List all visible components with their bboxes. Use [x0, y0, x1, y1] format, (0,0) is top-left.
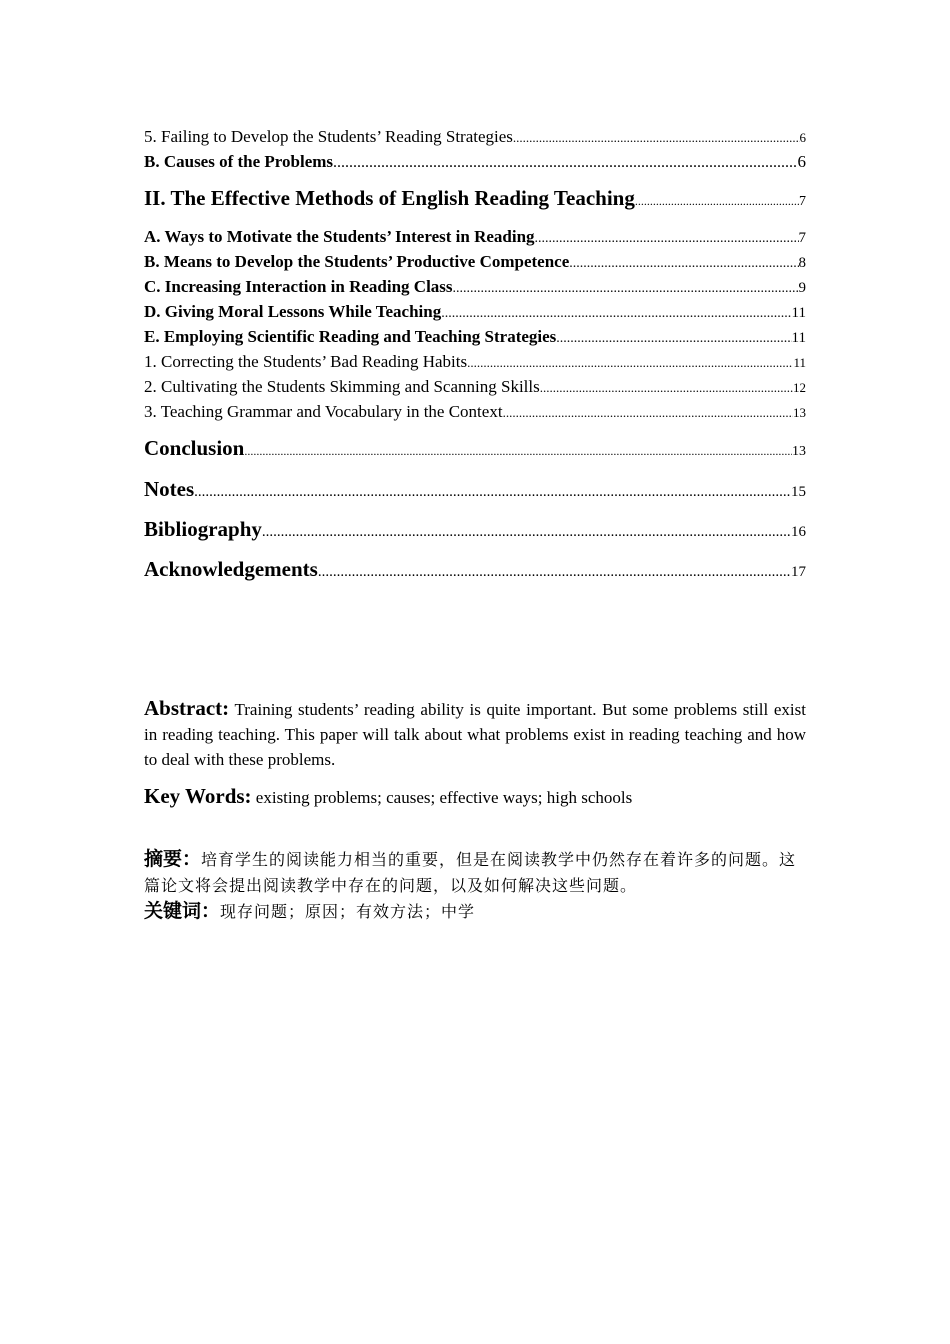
abstract-cn-paragraph	[144, 846, 806, 899]
keywords-label: Key Words:	[144, 784, 252, 808]
keywords-text: existing problems; causes; effective ways; high schools	[251, 788, 633, 807]
toc-title: II. The Effective Methods of English Reading Teaching	[144, 186, 635, 210]
toc-item-b-causes	[144, 149, 806, 174]
toc-notes	[144, 475, 806, 506]
toc-title: Bibliography	[144, 517, 262, 541]
toc-leader	[441, 301, 791, 326]
toc-item-e1	[144, 349, 806, 374]
toc-leader	[262, 518, 791, 546]
toc-leader	[535, 226, 799, 251]
toc-leader	[503, 400, 793, 425]
toc-title: 1. Correcting the Students’ Bad Reading Habits	[144, 352, 468, 371]
toc-title: B. Causes of the Problems	[144, 152, 334, 171]
toc-section-2	[144, 184, 806, 216]
toc-page: 16	[791, 524, 806, 540]
toc-title: Acknowledgements	[144, 557, 318, 581]
keywords-cn-paragraph	[144, 898, 806, 925]
toc-page: 17	[791, 564, 806, 580]
toc-page: 13	[793, 405, 806, 420]
toc-leader	[635, 187, 799, 215]
toc-title: Notes	[144, 477, 195, 501]
toc-page: 13	[792, 444, 806, 459]
toc-leader	[467, 350, 793, 375]
abstract-cn-text: 培育学生的阅读能力相当的重要，但是在阅读教学中仍然存在着许多的问题。这篇论文将会提出阅读教学中存在的问题，以及如何解决这些问题。	[144, 850, 797, 895]
toc-page: 11	[791, 305, 806, 321]
toc-title: E. Employing Scientific Reading and Teaching Strategies	[144, 327, 557, 346]
keywords-paragraph	[144, 784, 806, 810]
toc-page: 7	[799, 194, 806, 209]
toc-leader	[569, 251, 798, 276]
toc-item-e	[144, 324, 806, 349]
toc-page: 6	[799, 130, 806, 145]
toc-page: 11	[793, 355, 806, 370]
toc-leader	[556, 326, 791, 351]
toc-page: 12	[793, 380, 806, 395]
abstract-cn-label: 摘要：	[144, 848, 202, 870]
keywords-cn-label: 关键词：	[144, 900, 221, 922]
toc-item-b	[144, 249, 806, 274]
toc-page: 15	[791, 484, 806, 500]
abstract-text: Training students’ reading ability is quite important. But some problems still exist in reading teaching. This paper will talk about what problems exist in reading teaching and how to deal with these problems.	[144, 700, 806, 769]
toc-item-a	[144, 224, 806, 249]
toc-leader	[453, 276, 799, 301]
toc-leader	[194, 478, 791, 506]
toc-title: A. Ways to Motivate the Students’ Interest in Reading	[144, 227, 535, 246]
toc-leader	[333, 150, 797, 175]
toc-title: B. Means to Develop the Students’ Productive Competence	[144, 252, 570, 271]
toc-title: 5. Failing to Develop the Students’ Reading Strategies	[144, 127, 513, 146]
toc-leader	[318, 558, 791, 586]
toc-item-5	[144, 124, 806, 149]
toc-leader	[513, 125, 800, 150]
toc-item-e3	[144, 399, 806, 424]
toc-leader	[244, 437, 792, 465]
toc-item-c	[144, 274, 806, 299]
toc-leader	[540, 375, 793, 400]
toc-page: 8	[798, 255, 806, 271]
toc-acknowledgements	[144, 555, 806, 586]
table-of-contents	[144, 124, 806, 586]
toc-title: C. Increasing Interaction in Reading Class	[144, 277, 453, 296]
toc-title: 3. Teaching Grammar and Vocabulary in the Context	[144, 402, 503, 421]
abstract-paragraph	[144, 696, 806, 772]
toc-item-d	[144, 299, 806, 324]
toc-title: Conclusion	[144, 436, 245, 460]
toc-page: 7	[798, 230, 806, 246]
toc-page: 6	[797, 152, 806, 171]
keywords-cn-text: 现存问题；原因；有效方法；中学	[220, 902, 476, 921]
toc-title: 2. Cultivating the Students Skimming and Scanning Skills	[144, 377, 540, 396]
toc-page: 9	[798, 280, 806, 296]
abstract-label: Abstract:	[144, 696, 230, 720]
toc-page: 11	[791, 330, 806, 346]
toc-bibliography	[144, 515, 806, 546]
toc-item-e2	[144, 374, 806, 399]
toc-title: D. Giving Moral Lessons While Teaching	[144, 302, 442, 321]
toc-conclusion	[144, 434, 806, 466]
